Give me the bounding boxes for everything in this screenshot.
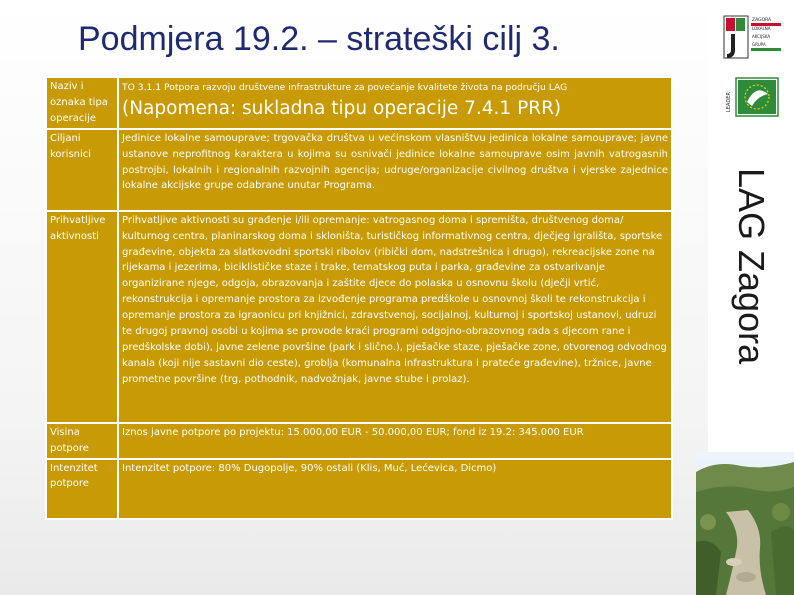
row-label: Ciljani korisnici: [46, 129, 118, 211]
leader-text: LEADER: [726, 92, 732, 112]
table-row: [46, 129, 672, 211]
logo-text-line: LOKALNA: [752, 26, 771, 31]
logo-text-line: GRUPA: [752, 42, 766, 47]
row-content: TO 3.1.1 Potpora razvoju društvene infrastrukture za povećanje kvalitete života na području LAG (Napomena: sukladna tipu operacije 7.4.1 PRR): [118, 77, 672, 129]
row-content: Intenzitet potpore: 80% Dugopolje, 90% ostali (Klis, Muć, Lećevica, Dicmo): [118, 459, 672, 519]
row-label: Prihvatljive aktivnosti: [46, 211, 118, 423]
leader-logo: [722, 72, 788, 122]
row-content: Jedinice lokalne samouprave; trgovačka društva u većinskom vlasništvu jedinica lokalne samouprave; javne ustanove neprofitnog karaktera u kojima su osnivači jedinice lokalne samouprave osim javnih vatrogasnih postrojbi, lokalnih i regionalnih razvojnih agencija; udruge/organizacije civilnog društva i vjerske zajednice lokalne akcijske grupe odabrane unutar Programa.: [118, 129, 672, 211]
table-row: [46, 77, 672, 129]
row-content: Iznos javne potpore po projektu: 15.000,00 EUR - 50.000,00 EUR; fond iz 19.2: 345.000 EUR: [118, 423, 672, 459]
table-row: [46, 459, 672, 519]
lag-zagora-logo: [722, 12, 788, 62]
row-label: Intenzitet potpore: [46, 459, 118, 519]
table-row: [46, 211, 672, 423]
landscape-photo: [696, 452, 794, 595]
logo-text-line: AKCIJSKA: [752, 34, 771, 39]
row-label: Visina potpore: [46, 423, 118, 459]
row-label: Naziv i oznaka tipa operacije: [46, 77, 118, 129]
slide-title: Podmjera 19.2. – strateški cilj 3.: [78, 20, 560, 58]
info-table: [45, 76, 673, 520]
row-content: Prihvatljive aktivnosti su građenje i/ili opremanje: vatrogasnog doma i spremišta, društvenog doma/ kulturnog centra, planinarskog doma i skloništa, turističkog informativnog centra, dječjeg igrališta, sportske građevine, objekta za slatkovodni sportski ribolov (ribički dom, nadstrešnica i drugo), rekreacijske zone na rijekama i jezerima, biciklističke staze i trake, tematskog puta i parka, građevine za ostvarivanje organizirane njege, odgoja, obrazovanja i zaštite djece do polaska u osnovnu školu (dječji vrtić, rekonstrukcija i opremanje prostora za izvođenje programa predškole u osnovnoj školi te rekonstrukcija i opremanje prostora za igraonicu pri knjižnici, zdravstvenoj, socijalnoj, kulturnoj i sportskoj ustanovi, udruzi te drugoj pravnoj osobi u kojima se provode kraći programi odgojno-obrazovnog rada s djecom rane i predškolske dobi), javne zelene površine (park i slično.), pješačke staze, pješačke zone, otvorenog odvodnog kanala (koji nije sastavni dio ceste), groblja (komunalna infrastruktura i prateće građevine), tržnice, javne prometne površine (trg, pothodnik, nadvožnjak, javne stube i prolaz).: [118, 211, 672, 423]
side-text: LAG Zagora: [731, 168, 772, 365]
side-text-container: [698, 168, 794, 428]
logo-text-line: ZAGORA: [752, 18, 772, 23]
table-row: [46, 423, 672, 459]
